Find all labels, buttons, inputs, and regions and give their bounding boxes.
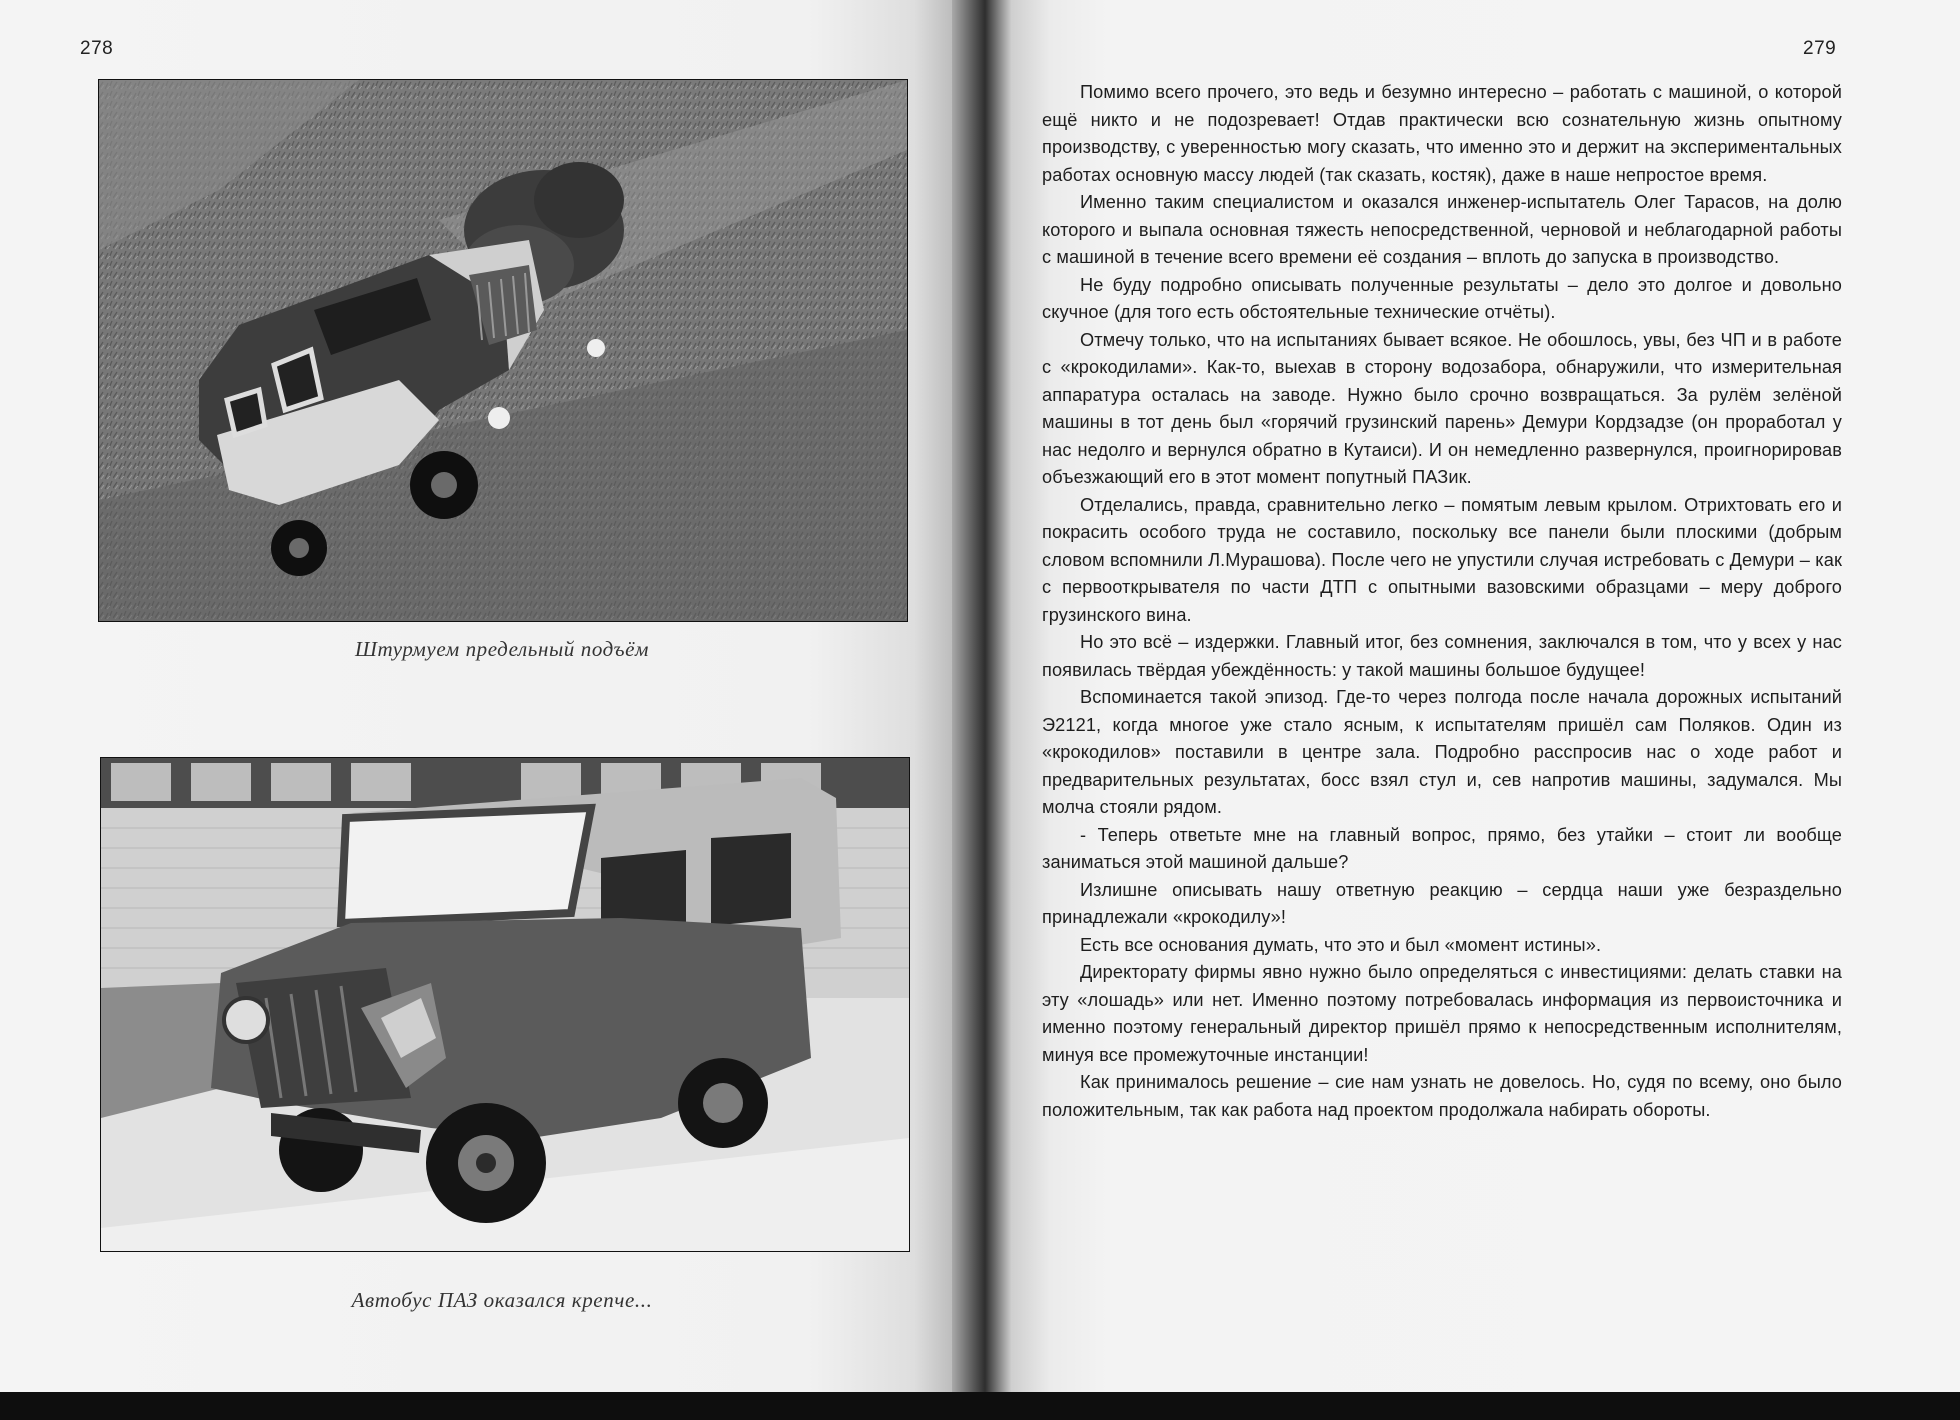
paragraph: Не буду подробно описывать полученные результаты – дело это долгое и довольно скучное (для того есть обстоятельные технические отчёты).	[1042, 274, 1842, 322]
photo-jeep-damaged-fender	[100, 757, 910, 1252]
paragraph: Как принималось решение – сие нам узнать не довелось. Но, судя по всему, оно было положительным, так как работа над проектом продолжала набирать обороты.	[1042, 1072, 1842, 1120]
paragraph: Вспоминается такой эпизод. Где-то через полгода после начала дорожных испытаний Э2121, когда многое уже стало ясным, к испытателям пришёл сам Поляков. Один из «крокодилов» поставили в центре зала. Подробно расспросив нас о ходе работ и предварительных результатах, босс взял стул и, сев напротив машины, задумался. Мы молча стояли рядом.	[1042, 687, 1842, 817]
paragraph: Есть все основания думать, что это и был «момент истины».	[1080, 934, 1602, 955]
paragraph: Именно таким специалистом и оказался инженер-испытатель Олег Тарасов, на долю которого и выпала основная тяжесть непосредственной, черновой и неблагодарной работы с машиной в течение всего времени её создания – вплоть до запуска в производство.	[1042, 192, 1842, 267]
paragraph: Но это всё – издержки. Главный итог, без сомнения, заключался в том, что у всех у нас появилась твёрдая убеждённость: у такой машины большое будущее!	[1042, 632, 1842, 680]
paragraph: Отделались, правда, сравнительно легко – помятым левым крылом. Отрихтовать его и покрасить особого труда не составило, поскольку все панели были плоскими (добрым словом вспомнили Л.Мурашова). После чего не упустили случая истребовать с Демури – как с первооткрывателя по части ДТП с опытными вазовскими образцами – меру доброго грузинского вина.	[1042, 494, 1842, 625]
page-number-right: 279	[1803, 38, 1837, 59]
paragraph: Помимо всего прочего, это ведь и безумно интересно – работать с машиной, о которой ещё никто и не подозревает! Отдав практически всю сознательную жизнь опытному производству, с уверенностью могу сказать, что именно это и держит на экспериментальных работах основную массу людей (так сказать, костяк), даже в наше непростое время.	[1042, 82, 1842, 185]
paragraph: Отмечу только, что на испытаниях бывает всякое. Не обошлось, увы, без ЧП и в работе с «крокодилами». Как-то, выехав в сторону водозабора, обнаружили, что измерительная аппаратура осталась на заводе. Нужно было срочно возвращаться. За рулём зелёной машины в тот день был «горячий грузинский парень» Демури Кордзадзе (он проработал у нас недолго и вернулся обратно в Кутаиси). И он немедленно развернулся, проигнорировав объезжающий его в этот момент попутный ПАЗик.	[1042, 329, 1842, 487]
scan-background-edge	[0, 1392, 1960, 1420]
book-gutter	[952, 0, 1012, 1392]
photo-jeep-climbing-slope	[98, 79, 908, 622]
body-text	[1042, 79, 1842, 1124]
paragraph: Излишне описывать нашу ответную реакцию – сердца наши уже безраздельно принадлежали «крокодилу»!	[1042, 879, 1842, 927]
paragraph: - Теперь ответьте мне на главный вопрос, прямо, без утайки – стоит ли вообще заниматься этой машиной дальше?	[1042, 824, 1842, 872]
left-page	[0, 0, 952, 1392]
page-number-left: 278	[80, 38, 114, 59]
photo-1-caption: Штурмуем предельный подъём	[354, 637, 650, 661]
paragraph: Директорату фирмы явно нужно было определяться с инвестициями: делать ставки на эту «лошадь» или нет. Именно поэтому потребовалась информация из первоисточника и именно поэтому генеральный директор пришёл прямо к непосредственным исполнителям, минуя все промежуточные инстанции!	[1042, 962, 1842, 1065]
photo-2-caption: Автобус ПАЗ оказался крепче...	[351, 1288, 653, 1312]
